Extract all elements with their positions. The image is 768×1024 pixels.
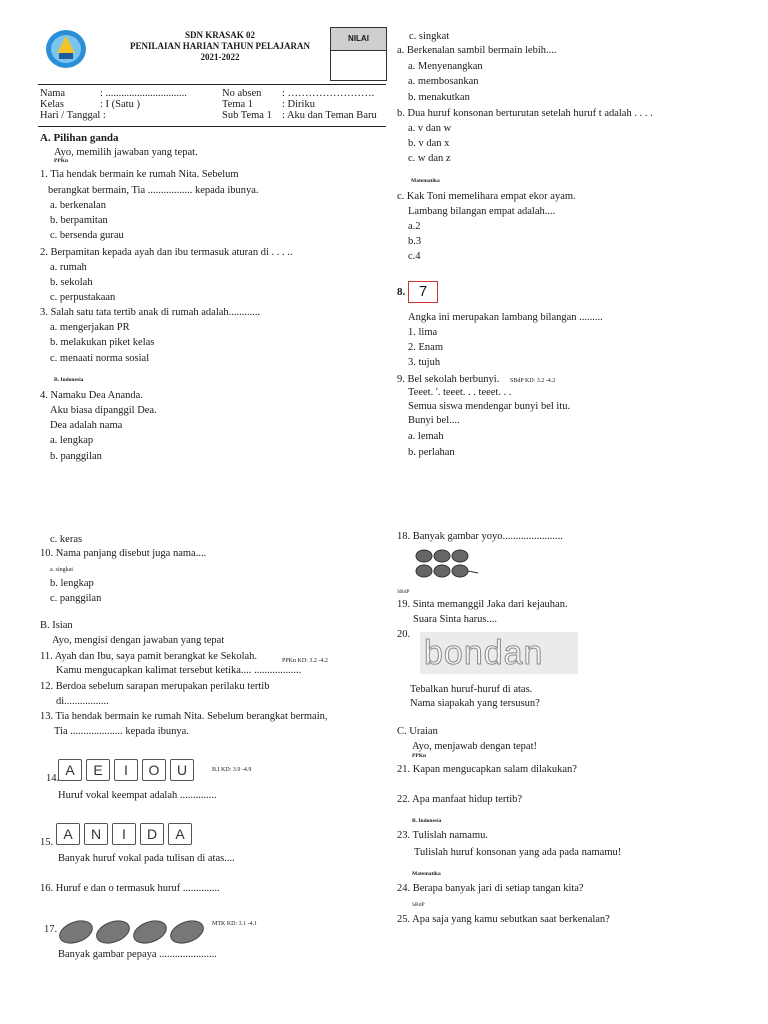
left-bottom-line: 11. Ayah dan Ibu, saya pamit berangkat ke Sekolah. xyxy=(40,651,258,662)
left-bottom-line: B. Isian xyxy=(40,620,73,631)
left-top-line[interactable]: a. mengerjakan PR xyxy=(50,322,130,333)
left-bottom-line[interactable]: a. singkat xyxy=(50,567,73,573)
left-top-line[interactable]: b. melakukan piket kelas xyxy=(50,337,155,348)
right-top-line[interactable]: a. Berkenalan sambil bermain lebih.... xyxy=(397,45,557,56)
absen-field[interactable]: : ……………………. xyxy=(282,88,375,99)
score-box[interactable] xyxy=(330,27,387,81)
left-top-line[interactable]: c. menaati norma sosial xyxy=(50,353,150,364)
left-top-line: 3. Salah satu tata tertib anak di rumah adalah............ xyxy=(40,307,261,318)
q15-text: Banyak huruf vokal pada tulisan di atas.... xyxy=(58,853,235,864)
right-top-line[interactable]: c. singkat xyxy=(409,31,450,42)
left-bottom-line: Tia .................... kepada ibunya. xyxy=(54,726,189,737)
sbdp-label-2: SBdP xyxy=(412,902,425,908)
left-bottom-line: 12. Berdoa sebelum sarapan merupakan perilaku tertib xyxy=(40,681,270,692)
q20-number: 20. xyxy=(397,629,411,640)
q17-kd: MTK KD: 3.1 -4.1 xyxy=(212,921,258,927)
right-top-line[interactable]: a. v dan w xyxy=(408,123,452,134)
right-top-line: Lambang bilangan empat adalah.... xyxy=(408,206,556,217)
number-seven-box: 7 xyxy=(408,281,438,303)
left-top-line: 1. Tia hendak bermain ke rumah Nita. Sebelum xyxy=(40,169,239,180)
left-top-line: 2. Berpamitan kepada ayah dan ibu termasuk aturan di . . . .. xyxy=(40,247,293,258)
letter-box: I xyxy=(112,823,136,845)
right-top-line[interactable]: b. menakutkan xyxy=(408,92,470,103)
q23-text: 23. Tulislah namamu. xyxy=(397,830,489,841)
left-bottom-line[interactable]: c. keras xyxy=(50,534,83,545)
left-top-line[interactable]: b. berpamitan xyxy=(50,215,108,226)
q16-text: 16. Huruf e dan o termasuk huruf .............. xyxy=(40,883,220,894)
right-top-line[interactable]: b.3 xyxy=(408,236,422,247)
exam-year: 2021-2022 xyxy=(200,52,240,62)
q14-text: Huruf vokal keempat adalah .............. xyxy=(58,790,217,801)
left-top-line[interactable]: c. perpustakaan xyxy=(50,292,116,303)
q11-kd: PPKn KD: 3.2 -4.2 xyxy=(282,658,328,664)
date-label: Hari / Tanggal : xyxy=(40,110,106,121)
q24-text: 24. Berapa banyak jari di setiap tangan kita? xyxy=(397,883,584,894)
q8-number: 8. xyxy=(397,286,406,298)
letter-box: A xyxy=(56,823,80,845)
q21-text: 21. Kapan mengucapkan salam dilakukan? xyxy=(397,764,577,775)
letter-box: D xyxy=(140,823,164,845)
right-top-line[interactable]: a. membosankan xyxy=(408,76,479,87)
school-name: SDN KRASAK 02 xyxy=(184,30,255,40)
left-bottom-line: 13. Tia hendak bermain ke rumah Nita. Sebelum berangkat bermain, xyxy=(40,711,328,722)
class-label: Kelas xyxy=(40,99,64,110)
letter-box: E xyxy=(86,759,110,781)
theme-value: : Diriku xyxy=(282,99,315,110)
name-field[interactable]: : ............................... xyxy=(100,88,187,99)
vowel-letters xyxy=(58,759,194,781)
left-bottom-line: di................. xyxy=(56,696,109,707)
theme-label: Tema 1 xyxy=(222,99,254,110)
q19-subtext: Suara Sinta harus.... xyxy=(413,614,497,625)
left-top-line: berangkat bermain, Tia ................. kepada ibunya. xyxy=(48,185,259,196)
yoyo-icon xyxy=(412,547,482,579)
right-top-line[interactable]: b. v dan x xyxy=(408,138,450,149)
subtheme-value: : Aku dan Teman Baru xyxy=(282,110,377,121)
q14-kd: B.I KD: 3.9 -4.9 xyxy=(212,767,252,773)
q9-line1: Teeet. '. teeet. . . teeet. . . xyxy=(408,387,512,398)
left-top-line[interactable]: a. lengkap xyxy=(50,435,94,446)
q18-text: 18. Banyak gambar yoyo....................... xyxy=(397,531,563,542)
section-c-instruction: Ayo, menjawab dengan tepat! xyxy=(412,741,537,752)
left-bottom-line: Kamu mengucapkan kalimat tersebut ketika.... .................. xyxy=(56,665,302,676)
left-top-line[interactable]: a. berkenalan xyxy=(50,200,106,211)
left-top-line: PPKn xyxy=(54,158,69,164)
q8-text: Angka ini merupakan lambang bilangan ......... xyxy=(408,312,603,323)
letter-box: A xyxy=(168,823,192,845)
q23-subtext: Tulislah huruf konsonan yang ada pada namamu! xyxy=(414,847,622,858)
left-top-line: A. Pilihan ganda xyxy=(40,132,119,144)
section-c-title: C. Uraian xyxy=(397,726,438,737)
left-top-line: Dea adalah nama xyxy=(50,420,123,431)
letter-box: A xyxy=(58,759,82,781)
q19-text: 19. Sinta memanggil Jaka dari kejauhan. xyxy=(397,599,568,610)
bondan-image xyxy=(420,632,578,674)
right-top-line[interactable]: c. Kak Toni memelihara empat ekor ayam. xyxy=(397,191,576,202)
class-value: : I (Satu ) xyxy=(100,99,140,110)
right-top-line: Matematika xyxy=(411,178,440,184)
q9-kd: SBdP KD: 3.2 -4.2 xyxy=(510,378,556,384)
q20-instruction: Tebalkan huruf-huruf di atas. xyxy=(410,684,533,695)
right-top-line[interactable]: c. w dan z xyxy=(408,153,451,164)
left-top-line[interactable]: c. bersenda gurau xyxy=(50,230,124,241)
q9-line2: Semua siswa mendengar bunyi bel itu. xyxy=(408,401,571,412)
right-top-line[interactable]: a.2 xyxy=(408,221,421,232)
left-top-line: 4. Namaku Dea Ananda. xyxy=(40,390,143,401)
q14-number: 14. xyxy=(46,773,60,784)
letter-box: U xyxy=(170,759,194,781)
q20-question: Nama siapakah yang tersusun? xyxy=(410,698,540,709)
name-label: Nama xyxy=(40,88,66,99)
score-label: NILAI xyxy=(331,28,386,51)
left-top-line[interactable]: b. panggilan xyxy=(50,451,102,462)
letter-box: N xyxy=(84,823,108,845)
q22-text: 22. Apa manfaat hidup tertib? xyxy=(397,794,523,805)
subtheme-label: Sub Tema 1 xyxy=(222,110,272,121)
bondan-outline-text: bondan xyxy=(424,634,544,672)
sbdp-label: SBdP xyxy=(397,589,410,595)
left-top-line: B. Indonesia xyxy=(54,377,84,383)
left-top-line: Ayo, memilih jawaban yang tepat. xyxy=(54,147,198,158)
papaya-icon xyxy=(58,915,208,947)
q8-option-b[interactable]: 2. Enam xyxy=(408,342,443,353)
left-bottom-line: Ayo, mengisi dengan jawaban yang tepat xyxy=(52,635,225,646)
math-label: Matematika xyxy=(412,871,441,877)
ppkn-label: PPKn xyxy=(412,753,427,759)
q17-number: 17. xyxy=(44,924,58,935)
right-top-line[interactable]: a. Menyenangkan xyxy=(408,61,483,72)
q9-option-a[interactable]: a. lemah xyxy=(408,431,444,442)
left-top-line: Aku biasa dipanggil Dea. xyxy=(50,405,157,416)
right-top-line[interactable]: c.4 xyxy=(408,251,421,262)
q15-number: 15. xyxy=(40,837,54,848)
letter-box: I xyxy=(114,759,138,781)
q8-option-a[interactable]: 1. lima xyxy=(408,327,438,338)
absen-label: No absen xyxy=(222,88,262,99)
q8-option-c[interactable]: 3. tujuh xyxy=(408,357,441,368)
q9-option-b[interactable]: b. perlahan xyxy=(408,447,455,458)
name-letters xyxy=(56,823,192,845)
q17-text: Banyak gambar pepaya ...................... xyxy=(58,949,217,960)
school-logo-icon xyxy=(45,29,87,69)
left-bottom-line: 10. Nama panjang disebut juga nama.... xyxy=(40,548,207,559)
bindo-label: B. Indonesia xyxy=(412,818,442,824)
left-bottom-line[interactable]: c. panggilan xyxy=(50,593,102,604)
left-bottom-line[interactable]: b. lengkap xyxy=(50,578,94,589)
exam-title: PENILAIAN HARIAN TAHUN PELAJARAN xyxy=(130,41,310,51)
right-top-line[interactable]: b. Dua huruf konsonan berturutan setelah huruf t adalah . . . . xyxy=(397,108,653,119)
q9-text: 9. Bel sekolah berbunyi. xyxy=(397,374,500,385)
q9-line3: Bunyi bel.... xyxy=(408,415,460,426)
q25-text: 25. Apa saja yang kamu sebutkan saat berkenalan? xyxy=(397,914,610,925)
letter-box: O xyxy=(142,759,166,781)
left-top-line[interactable]: a. rumah xyxy=(50,262,87,273)
left-top-line[interactable]: b. sekolah xyxy=(50,277,93,288)
